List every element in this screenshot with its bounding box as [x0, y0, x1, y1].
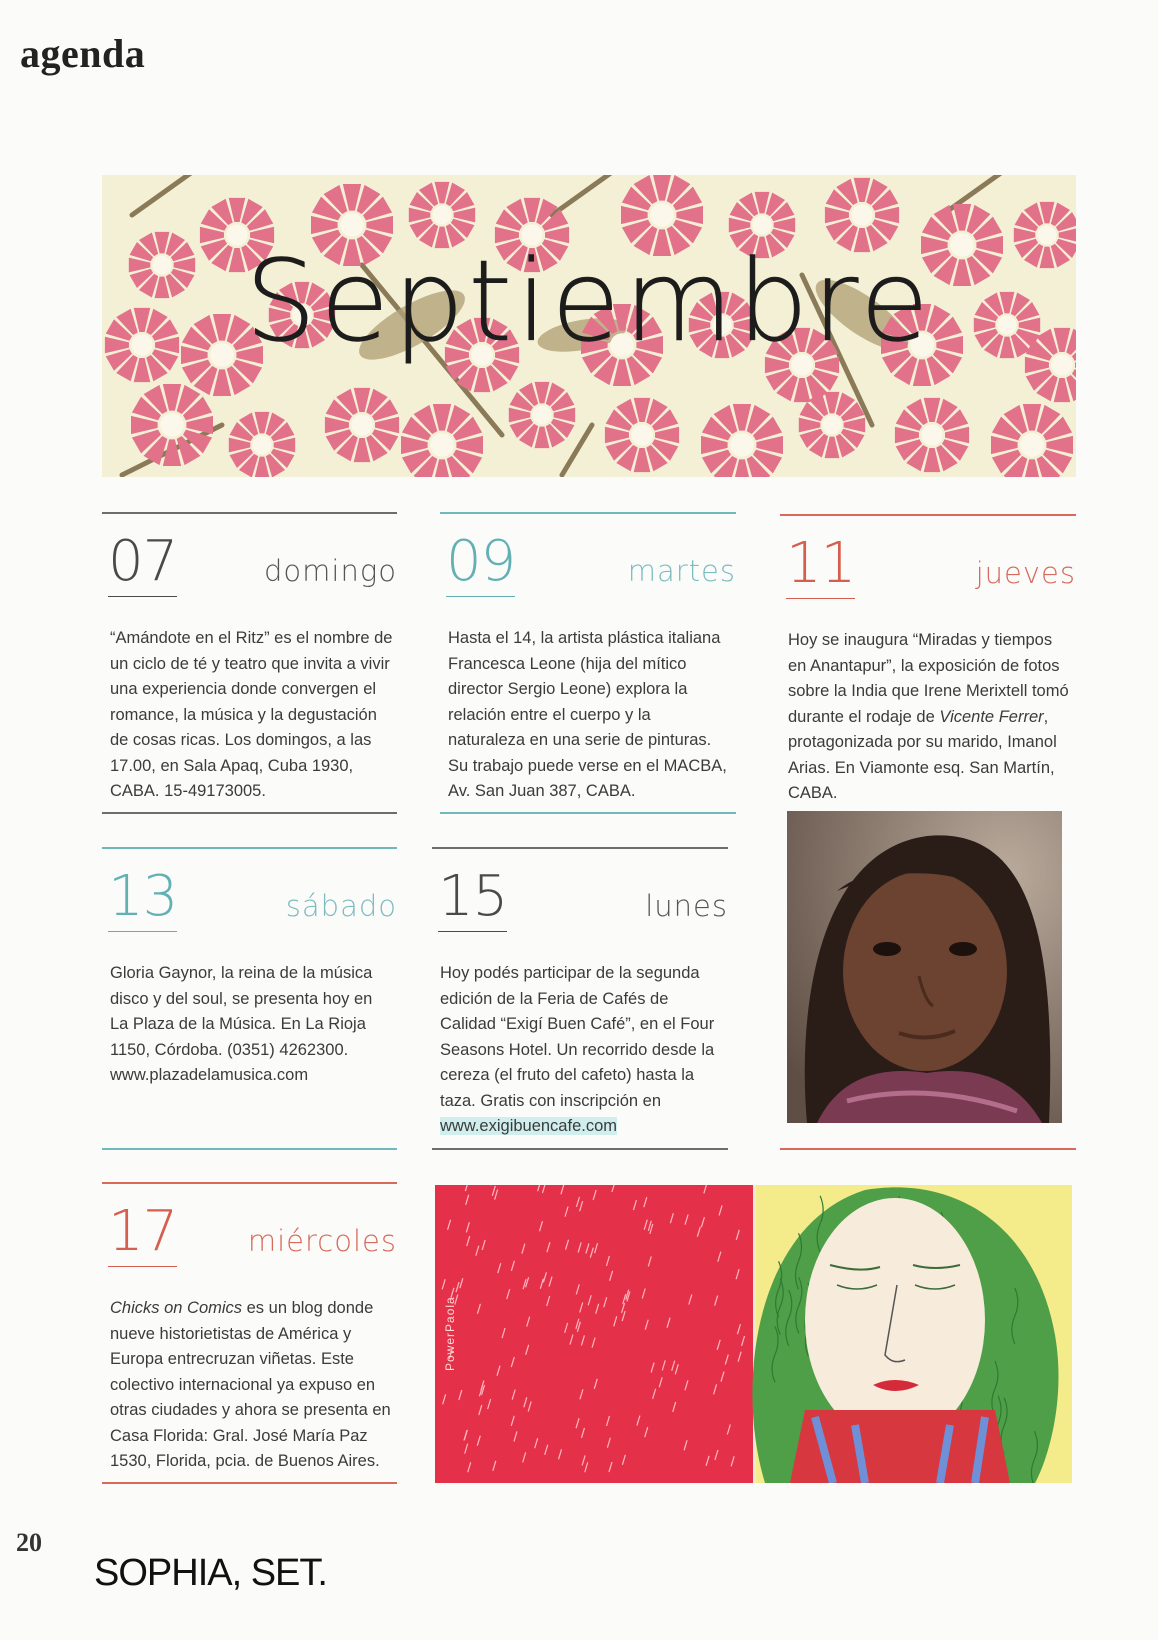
- blog-title: Chicks on Comics: [110, 1299, 243, 1317]
- event-weekday: miércoles: [247, 1224, 397, 1258]
- event-description: [432, 961, 728, 1140]
- event-date-number: 13: [108, 867, 177, 932]
- event-weekday: domingo: [264, 554, 397, 588]
- event-sept-09: [440, 512, 736, 805]
- section-label: agenda: [20, 31, 146, 76]
- flower-motif: [701, 404, 783, 477]
- top-rule: [432, 847, 728, 849]
- bottom-rule: [780, 1148, 1076, 1150]
- event-description: [780, 628, 1076, 807]
- illustrator-credit: PowerPaola: [443, 1296, 457, 1371]
- month-title: Septiembre: [245, 237, 933, 367]
- description-text: es un blog donde nueve historietistas de América y Europa entrecruzan viñetas. Este colectivo internacional ya expuso en otras ciudades y ahora se presenta en Casa Florida: Gral. José María Paz 1530, Florida, pcia. de Buenos Aires.: [110, 1299, 391, 1470]
- event-weekday: lunes: [645, 889, 728, 923]
- event-date-number: 17: [108, 1202, 177, 1267]
- event-weekday: martes: [627, 554, 736, 588]
- bottom-rule: [432, 1148, 728, 1150]
- flower-motif: [509, 382, 575, 448]
- portrait-photo: [787, 811, 1062, 1123]
- event-date-number: 11: [786, 534, 855, 599]
- event-weekday: jueves: [975, 556, 1076, 590]
- event-sept-15: [432, 847, 728, 1140]
- bottom-rule: [102, 1482, 397, 1484]
- page-number: 20: [16, 1528, 42, 1557]
- flower-motif: [991, 404, 1073, 477]
- flower-motif: [605, 398, 679, 472]
- description-text: Hoy podés participar de la segunda edición de la Feria de Cafés de Calidad “Exigí Buen Café”, en el Four Seasons Hotel. Un recorrido desde la cereza (el fruto del cafeto) hasta la taza. Gratis con inscripción en: [440, 964, 715, 1110]
- flower-motif: [325, 388, 399, 462]
- event-description: Gloria Gaynor, la reina de la música disco y del soul, se presenta hoy en La Plaza de la Música. En La Rioja 1150, Córdoba. (0351) 4262300. www.plazadelamusica.com: [110, 964, 373, 1084]
- top-rule: [440, 512, 736, 514]
- top-rule: [102, 512, 397, 514]
- flower-motif: [895, 398, 969, 472]
- magazine-footer: SOPHIA, SET.: [94, 1552, 327, 1594]
- event-date-number: 15: [438, 867, 507, 932]
- event-website-link[interactable]: www.exigibuencafe.com: [440, 1117, 618, 1135]
- event-sept-17: [102, 1182, 397, 1475]
- film-title: Vicente Ferrer: [939, 707, 1044, 726]
- event-description: “Amándote en el Ritz” es el nombre de un ciclo de té y teatro que invita a vivir una experiencia donde convergen el romance, la música y la degustación de cosas ricas. Los domingos, a las 17.00, en Sala Apaq, Cuba 1930, CABA. 15-49173005.: [110, 629, 393, 800]
- event-sept-11: [780, 514, 1076, 807]
- top-rule: [780, 514, 1076, 516]
- event-sept-07: [102, 512, 397, 805]
- bottom-rule: [102, 1148, 397, 1150]
- description-text: Hoy se inaugura “Miradas y tiempos en Anantapur”, la exposición de fotos sobre la India que Irene Merixtell tomó durante el rodaje de: [788, 631, 1069, 726]
- comic-illustration: [435, 1185, 1072, 1483]
- month-banner: [102, 175, 1076, 477]
- top-rule: [102, 1182, 397, 1184]
- flower-motif: [401, 404, 483, 477]
- event-date-number: 09: [446, 532, 515, 597]
- top-rule: [102, 847, 397, 849]
- flower-motif: [131, 384, 213, 466]
- event-weekday: sábado: [285, 889, 397, 923]
- event-description: [102, 1296, 397, 1475]
- event-description: Hasta el 14, la artista plástica italiana Francesca Leone (hija del mítico director Sergio Leone) explora la relación entre el cuerpo y la naturaleza en una serie de pinturas. Su trabajo puede verse en el MACBA, Av. San Juan 387, CABA.: [448, 629, 727, 800]
- flower-motif: [229, 412, 295, 477]
- description-text: , protagonizada por su marido, Imanol Arias. En Viamonte esq. San Martín, CABA.: [788, 707, 1057, 802]
- bottom-rule: [102, 812, 397, 814]
- event-sept-13: [102, 847, 397, 1089]
- event-date-number: 07: [108, 532, 177, 597]
- bottom-rule: [440, 812, 736, 814]
